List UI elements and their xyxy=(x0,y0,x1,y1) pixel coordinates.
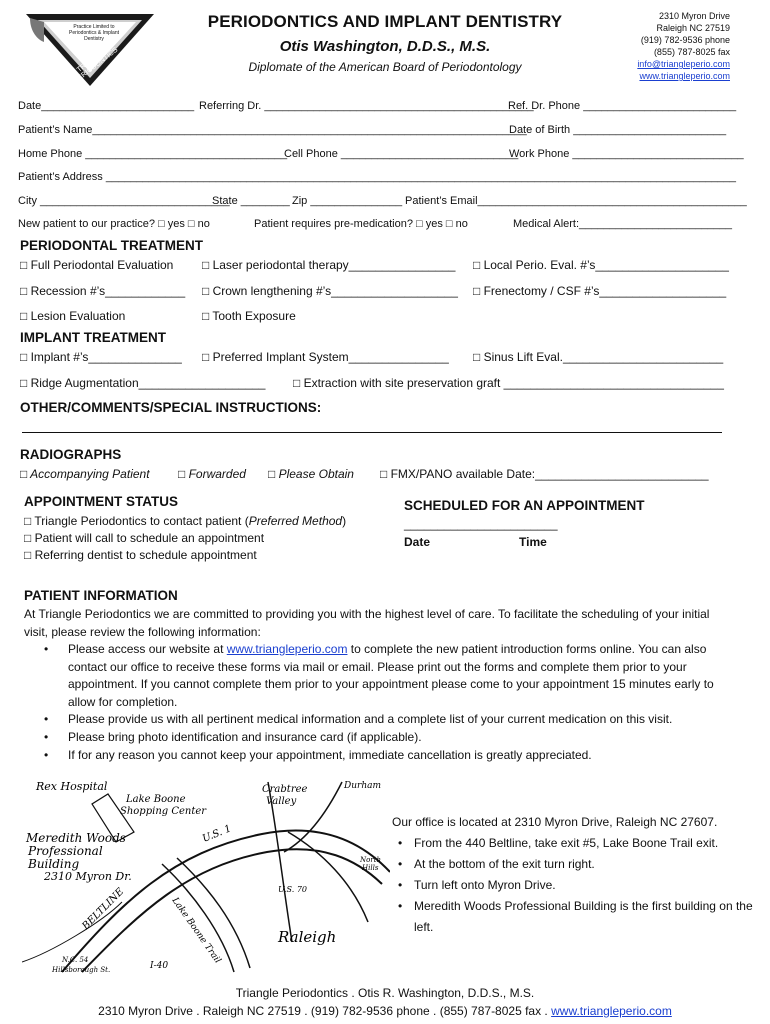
map-lake-boone: Lake Boone xyxy=(126,794,186,805)
direction-text: From the 440 Beltline, take exit #5, Lake Boone Trail exit. xyxy=(414,836,719,850)
preferred-method-label: Preferred Method xyxy=(248,514,343,528)
preferred-implant-checkbox[interactable]: □ Preferred Implant System_______________ xyxy=(202,350,449,364)
referring-dr-field[interactable]: Referring Dr. ____________________________________________ xyxy=(199,100,534,112)
perio-heading: PERIODONTAL TREATMENT xyxy=(20,238,203,253)
info-bullet-website-b: to complete the new patient introduction forms online. You can also contact our office to receive these forms via mail or email. Please print out the forms and complete them prior to your appointment. If you cannot complete them prior to your appointment please come to your appointment 15 minutes early to allow for completion. xyxy=(68,642,714,709)
state-field[interactable]: State ________ xyxy=(212,195,290,207)
patient-info-intro: At Triangle Periodontics we are committed to providing you with the highest level of care. To facilitate the scheduling of your initial visit, please review the following information: xyxy=(24,607,710,639)
footer-line-2 xyxy=(0,1004,770,1018)
map-lake-boone-trail: Lake Boone Trail xyxy=(169,895,223,966)
ridge-augmentation-checkbox[interactable]: □ Ridge Augmentation___________________ xyxy=(20,376,266,390)
home-phone-field[interactable]: Home Phone _________________________________ xyxy=(18,148,288,160)
info-bullet-medical: • Please provide us with all pertinent medical information and a complete list of your current medication on this visit. xyxy=(44,711,734,729)
map-us70: U.S. 70 xyxy=(278,885,308,894)
map-meredith-woods: Meredith Woods xyxy=(26,831,126,845)
map-us1: U.S. 1 xyxy=(201,823,233,845)
map-nc54: N.C. 54 xyxy=(62,956,89,964)
logo-tagline: Practice Limited to Periodontics & Implant Dentistry xyxy=(68,24,120,42)
triangle-contact-label-end: ) xyxy=(342,514,347,528)
map-myron-dr: 2310 Myron Dr. xyxy=(44,870,132,883)
date-of-birth-field[interactable]: Date of Birth _________________________ xyxy=(509,124,727,136)
direction-text: Meredith Woods Professional Building is the first building on the left. xyxy=(414,899,753,934)
map-beltline: BELTLINE xyxy=(80,886,127,933)
zip-field[interactable]: Zip _______________ xyxy=(292,195,403,207)
map-valley: Valley xyxy=(266,796,297,807)
appointment-heading: APPOINTMENT STATUS xyxy=(24,494,178,509)
contact-address: 2310 Myron Drive xyxy=(658,11,730,21)
info-bullet-medical-text: Please provide us with all pertinent medical information and a complete list of your current medication on this visit. xyxy=(68,712,673,726)
extraction-graft-checkbox[interactable]: □ Extraction with site preservation graft _________________________________ xyxy=(293,376,724,390)
scheduled-date-label: Date xyxy=(404,535,431,549)
info-bullet-cancel-text: If for any reason you cannot keep your appointment, immediate cancellation is greatly appreciated. xyxy=(68,748,592,762)
patient-address-field[interactable]: Patient’s Address _______________________________________________________________________________________________________ xyxy=(18,171,736,183)
work-phone-field[interactable]: Work Phone ____________________________ xyxy=(509,148,744,160)
directions-block xyxy=(392,812,762,938)
map-i40: I-40 xyxy=(150,961,169,971)
direction-item: • Meredith Woods Professional Building is the first building on the left. xyxy=(398,899,753,934)
recession-checkbox[interactable]: □ Recession #’s____________ xyxy=(20,284,186,298)
laser-therapy-checkbox[interactable]: □ Laser periodontal therapy________________ xyxy=(202,258,456,272)
scheduled-blank[interactable]: _______________________ xyxy=(404,517,558,531)
direction-item: • From the 440 Beltline, take exit #5, Lake Boone Trail exit. xyxy=(398,836,719,850)
diplomate-line: Diplomate of the American Board of Periodontology xyxy=(248,60,522,74)
info-bullet-cancel: • If for any reason you cannot keep your appointment, immediate cancellation is greatly appreciated. xyxy=(44,747,734,765)
implant-number-checkbox[interactable]: □ Implant #’s______________ xyxy=(20,350,182,364)
contact-block xyxy=(570,10,730,82)
map-durham: Durham xyxy=(344,781,382,791)
direction-text: Turn left onto Myron Drive. xyxy=(414,878,556,892)
contact-email-link[interactable]: info@triangleperio.com xyxy=(637,59,730,69)
map-rex-hospital: Rex Hospital xyxy=(36,780,108,793)
map-shopping-center: Shopping Center xyxy=(120,806,207,817)
cell-phone-field[interactable]: Cell Phone _____________________________ xyxy=(284,148,519,160)
footer-website-link[interactable]: www.triangleperio.com xyxy=(551,1004,672,1018)
location-map xyxy=(22,772,390,976)
website-link[interactable]: www.triangleperio.com xyxy=(226,642,348,656)
info-bullet-id: • Please bring photo identification and insurance card (if applicable). xyxy=(44,729,734,747)
radiographs-heading: RADIOGRAPHS xyxy=(20,447,122,462)
premedication-checkbox[interactable]: Patient requires pre-medication? □ yes □ no xyxy=(254,218,468,230)
scheduled-heading: SCHEDULED FOR AN APPOINTMENT xyxy=(404,498,645,513)
city-field[interactable]: City _______________________________ xyxy=(18,195,230,207)
direction-item: • At the bottom of the exit turn right. xyxy=(398,857,595,871)
contact-phone: (919) 782-9536 phone xyxy=(640,35,730,45)
full-eval-checkbox[interactable]: □ Full Periodontal Evaluation xyxy=(20,258,174,272)
date-field[interactable]: Date_________________________ xyxy=(18,100,195,112)
triangle-contact-checkbox[interactable] xyxy=(24,514,346,528)
comments-heading: OTHER/COMMENTS/SPECIAL INSTRUCTIONS: xyxy=(20,400,322,415)
scheduled-time-label: Time xyxy=(519,535,547,549)
direction-text: At the bottom of the exit turn right. xyxy=(414,857,595,871)
map-hillsborough: Hillsborough St. xyxy=(52,966,111,974)
please-obtain-checkbox[interactable]: □ Please Obtain xyxy=(268,467,354,481)
map-building: Building xyxy=(28,857,80,871)
crown-lengthening-checkbox[interactable]: □ Crown lengthening #’s___________________ xyxy=(202,284,458,298)
direction-item: • Turn left onto Myron Drive. xyxy=(398,878,556,892)
implant-heading: IMPLANT TREATMENT xyxy=(20,330,166,345)
map-north: North xyxy=(360,856,382,864)
map-raleigh: Raleigh xyxy=(278,928,337,946)
contact-city: Raleigh NC 27519 xyxy=(656,23,730,33)
lesion-eval-checkbox[interactable]: □ Lesion Evaluation xyxy=(20,309,126,323)
directions-intro: Our office is located at 2310 Myron Drive, Raleigh NC 27607. xyxy=(392,815,718,829)
local-perio-eval-checkbox[interactable]: □ Local Perio. Eval. #’s____________________ xyxy=(473,258,729,272)
practice-logo xyxy=(24,12,156,88)
patient-name-field[interactable]: Patient’s Name_______________________________________________________________________ xyxy=(18,124,527,136)
logo-name: TRIANGLE PERIODONTICS xyxy=(72,46,120,85)
tooth-exposure-checkbox[interactable]: □ Tooth Exposure xyxy=(202,309,296,323)
info-bullet-website-a: Please access our website at xyxy=(68,642,227,656)
page-title: PERIODONTICS AND IMPLANT DENTISTRY xyxy=(207,12,563,31)
footer-line-1: Triangle Periodontics . Otis R. Washington, D.D.S., M.S. xyxy=(235,986,535,1000)
new-patient-checkbox[interactable]: New patient to our practice? □ yes □ no xyxy=(18,218,210,230)
contact-website-link[interactable]: www.triangleperio.com xyxy=(639,71,730,81)
triangle-contact-label: □ Triangle Periodontics to contact patient ( xyxy=(24,514,249,528)
info-bullet-website: • Please access our website at www.triangleperio.com to complete the new patient introduction forms online. You can also contact our office to receive these forms via mail or email. Please print out the forms and complete them prior to your appointment. If you cannot complete them prior to your appointment please come to your appointment 15 minutes early to allow for completion. xyxy=(44,642,714,709)
medical-alert-field[interactable]: Medical Alert:_________________________ xyxy=(513,218,732,230)
comments-line[interactable] xyxy=(22,432,722,433)
patient-email-field[interactable]: Patient’s Email____________________________________________ xyxy=(405,195,747,207)
map-crabtree: Crabtree xyxy=(262,784,308,795)
map-professional: Professional xyxy=(28,844,103,858)
footer-contact: 2310 Myron Drive . Raleigh NC 27519 . (919) 782-9536 phone . (855) 787-8025 fax . xyxy=(98,1004,552,1018)
referring-dentist-checkbox[interactable]: □ Referring dentist to schedule appointment xyxy=(24,548,257,562)
contact-fax: (855) 787-8025 fax xyxy=(653,47,730,57)
doctor-name: Otis Washington, D.D.S., M.S. xyxy=(279,38,491,55)
forwarded-checkbox[interactable]: □ Forwarded xyxy=(178,467,246,481)
ref-dr-phone-field[interactable]: Ref. Dr. Phone _________________________ xyxy=(508,100,737,112)
frenectomy-checkbox[interactable]: □ Frenectomy / CSF #’s___________________ xyxy=(473,284,727,298)
sinus-lift-checkbox[interactable]: □ Sinus Lift Eval.________________________ xyxy=(473,350,724,364)
fmx-pano-checkbox[interactable]: □ FMX/PANO available Date:__________________________ xyxy=(380,467,709,481)
accompanying-patient-checkbox[interactable]: □ Accompanying Patient xyxy=(20,467,150,481)
patient-will-call-checkbox[interactable]: □ Patient will call to schedule an appointment xyxy=(24,531,265,545)
map-hills: Hills xyxy=(362,864,379,872)
patient-info-heading: PATIENT INFORMATION xyxy=(24,588,178,603)
info-bullet-id-text: Please bring photo identification and insurance card (if applicable). xyxy=(68,730,422,744)
